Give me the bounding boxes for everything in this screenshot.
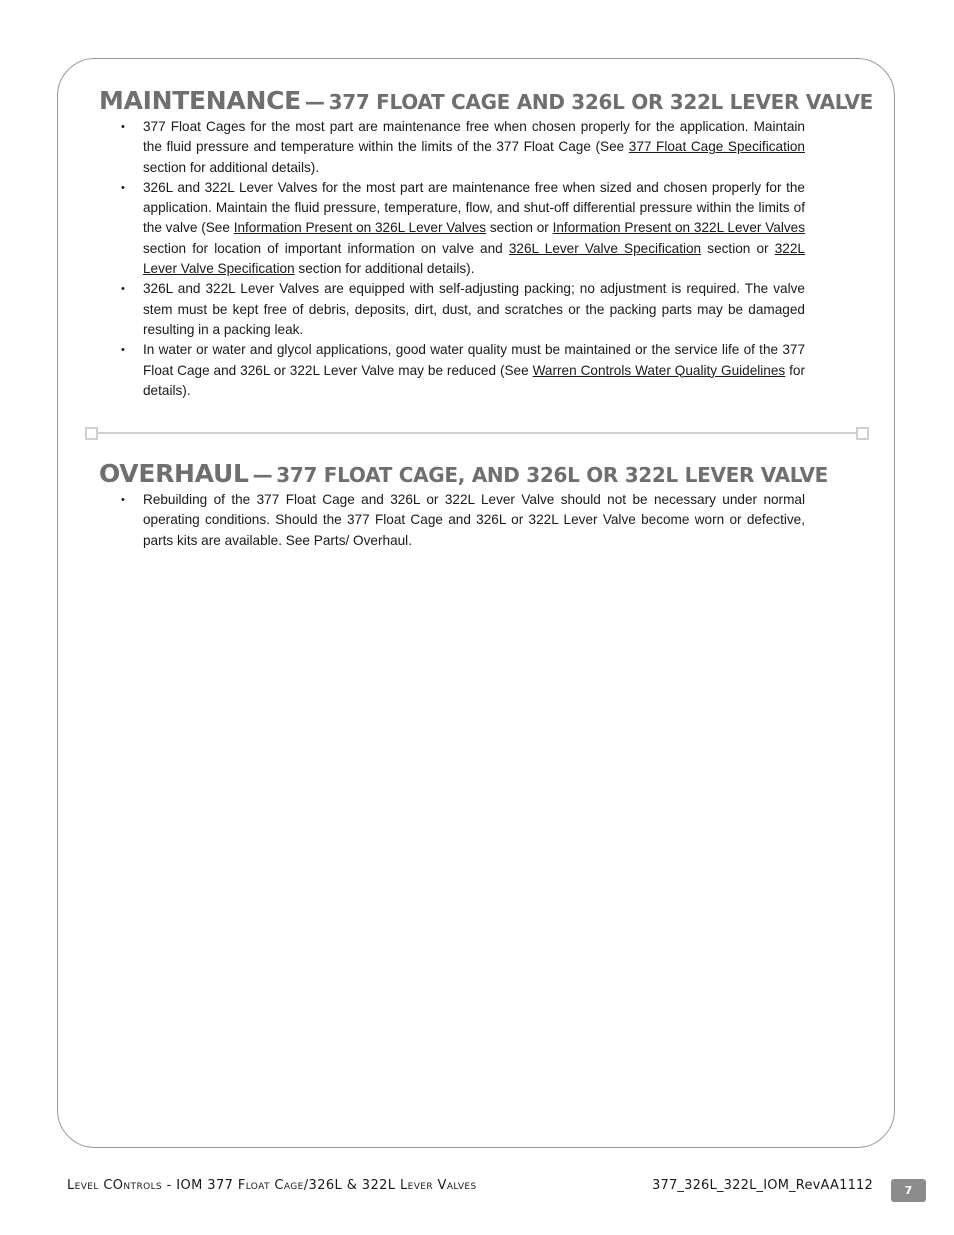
overhaul-heading [99, 459, 828, 488]
divider-line [98, 432, 856, 434]
link-float-cage-specification[interactable]: 377 Float Cage Specification [628, 139, 805, 155]
maintenance-section [99, 86, 874, 401]
text: section or [701, 240, 775, 256]
bullet-icon: • [121, 121, 125, 133]
bullet-icon: • [121, 283, 125, 296]
text: In water or water and glycol applications, good water quality must be maintained or the service life of the 377 Float Cage and 326L or 322L Lever Valve may be reduced (See [143, 342, 805, 378]
footer-document-code: 377_326L_322L_IOM_RevAA1112 [652, 1178, 873, 1193]
bullet-icon: • [121, 344, 125, 357]
overhaul-item-rebuilding [121, 490, 805, 551]
overhaul-heading-sub: 377 FLOAT CAGE, AND 326L OR 322L LEVER VALVE [276, 463, 828, 487]
overhaul-heading-main: OVERHAUL [99, 459, 249, 488]
heading-dash: — [304, 90, 325, 114]
heading-dash: — [252, 463, 273, 487]
text: section for additional details). [143, 159, 320, 175]
link-322l-specification[interactable]: 322L Lever Valve Specification [143, 240, 805, 277]
divider-square-left [85, 427, 98, 440]
section-divider [85, 427, 869, 439]
bullet-icon: • [121, 181, 125, 194]
text: 377 Float Cages for the most part are maintenance free when chosen properly for the application. Maintain the fluid pressure and temperature within the limits of the 377 Float Cage (See [143, 119, 805, 155]
bullet-icon: • [121, 494, 125, 506]
text: section for additional details). [294, 261, 475, 277]
page-number-badge: 7 [891, 1179, 926, 1202]
overhaul-section [99, 459, 828, 551]
link-water-quality-guidelines[interactable]: Warren Controls Water Quality Guidelines [532, 362, 786, 378]
text: section or [486, 220, 553, 236]
maintenance-item-water-quality [121, 340, 806, 401]
maintenance-item-float-cage [121, 117, 805, 178]
text: section for location of important information on valve and [143, 240, 509, 256]
text: 326L and 322L Lever Valves for the most part are maintenance free when sized and chosen properly for the application. Maintain the fluid pressure, temperature, flow, and shut-off differential pressure within the limits of the valve (See [143, 179, 805, 236]
link-info-322l[interactable]: Information Present on 322L Lever Valves [552, 220, 805, 236]
text: Rebuilding of the 377 Float Cage and 326L or 322L Lever Valve should not be necessary under normal operating conditions. Should the 377 Float Cage and 326L or 322L Lever Valve become worn or defective, parts kits are available. See Parts/ Overhaul. [143, 492, 805, 548]
footer-document-title: Level COntrols - IOM 377 Float Cage/326L & 322L Lever Valves [67, 1178, 477, 1193]
maintenance-item-lever-valves [121, 178, 805, 279]
divider-square-right [856, 427, 869, 440]
link-326l-specification[interactable]: 326L Lever Valve Specification [508, 240, 702, 256]
text: for details). [143, 362, 806, 398]
link-info-326l[interactable]: Information Present on 326L Lever Valves [233, 220, 487, 236]
text: 326L and 322L Lever Valves are equipped with self-adjusting packing; no adjustment is required. The valve stem must be kept free of debris, deposits, dirt, dust, and scratches or the packing parts may be damaged resulting in a packing leak. [143, 281, 805, 337]
maintenance-list [99, 117, 805, 401]
overhaul-list [99, 490, 805, 551]
maintenance-item-packing [121, 279, 805, 340]
maintenance-heading [99, 86, 874, 115]
maintenance-heading-main: MAINTENANCE [99, 86, 301, 115]
maintenance-heading-sub: 377 FLOAT CAGE AND 326L OR 322L LEVER VALVE [328, 90, 874, 114]
